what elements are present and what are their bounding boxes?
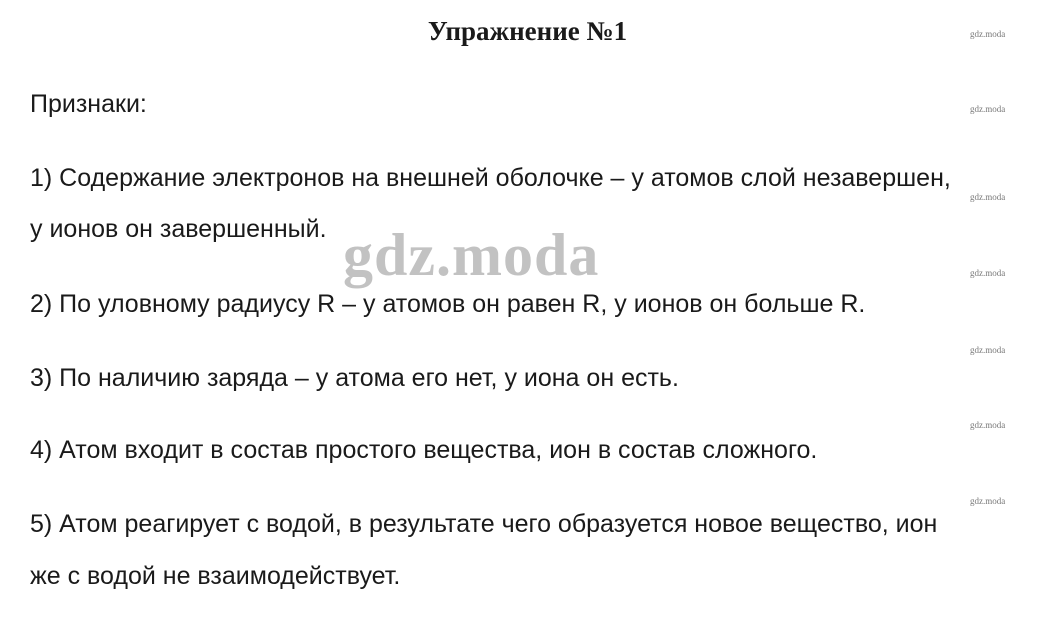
- text-line-7: же с водой не взаимодействует.: [30, 562, 401, 590]
- text-line-2: у ионов он завершенный.: [30, 215, 327, 243]
- watermark-small: gdz.moda: [970, 29, 1006, 39]
- signs-heading: Признаки:: [30, 90, 147, 118]
- watermark-small: gdz.moda: [970, 420, 1006, 430]
- text-line-4: 3) По наличию заряда – у атома его нет, у иона он есть.: [30, 364, 679, 392]
- watermark-small: gdz.moda: [970, 268, 1006, 278]
- text-line-3: 2) По уловному радиусу R – у атомов он равен R, у ионов он больше R.: [30, 290, 866, 318]
- text-line-6: 5) Атом реагирует с водой, в результате чего образуется новое вещество, ион: [30, 510, 938, 538]
- text-line-5: 4) Атом входит в состав простого вещества, ион в состав сложного.: [30, 436, 818, 464]
- exercise-title: Упражнение №1: [427, 16, 628, 46]
- watermark-small: gdz.moda: [970, 192, 1006, 202]
- watermark-logo: gdz.moda: [343, 222, 600, 288]
- watermark-small: gdz.moda: [970, 496, 1006, 506]
- watermark-small: gdz.moda: [970, 345, 1006, 355]
- text-line-1: 1) Содержание электронов на внешней оболочке – у атомов слой незавершен,: [30, 164, 951, 192]
- watermark-small: gdz.moda: [970, 104, 1006, 114]
